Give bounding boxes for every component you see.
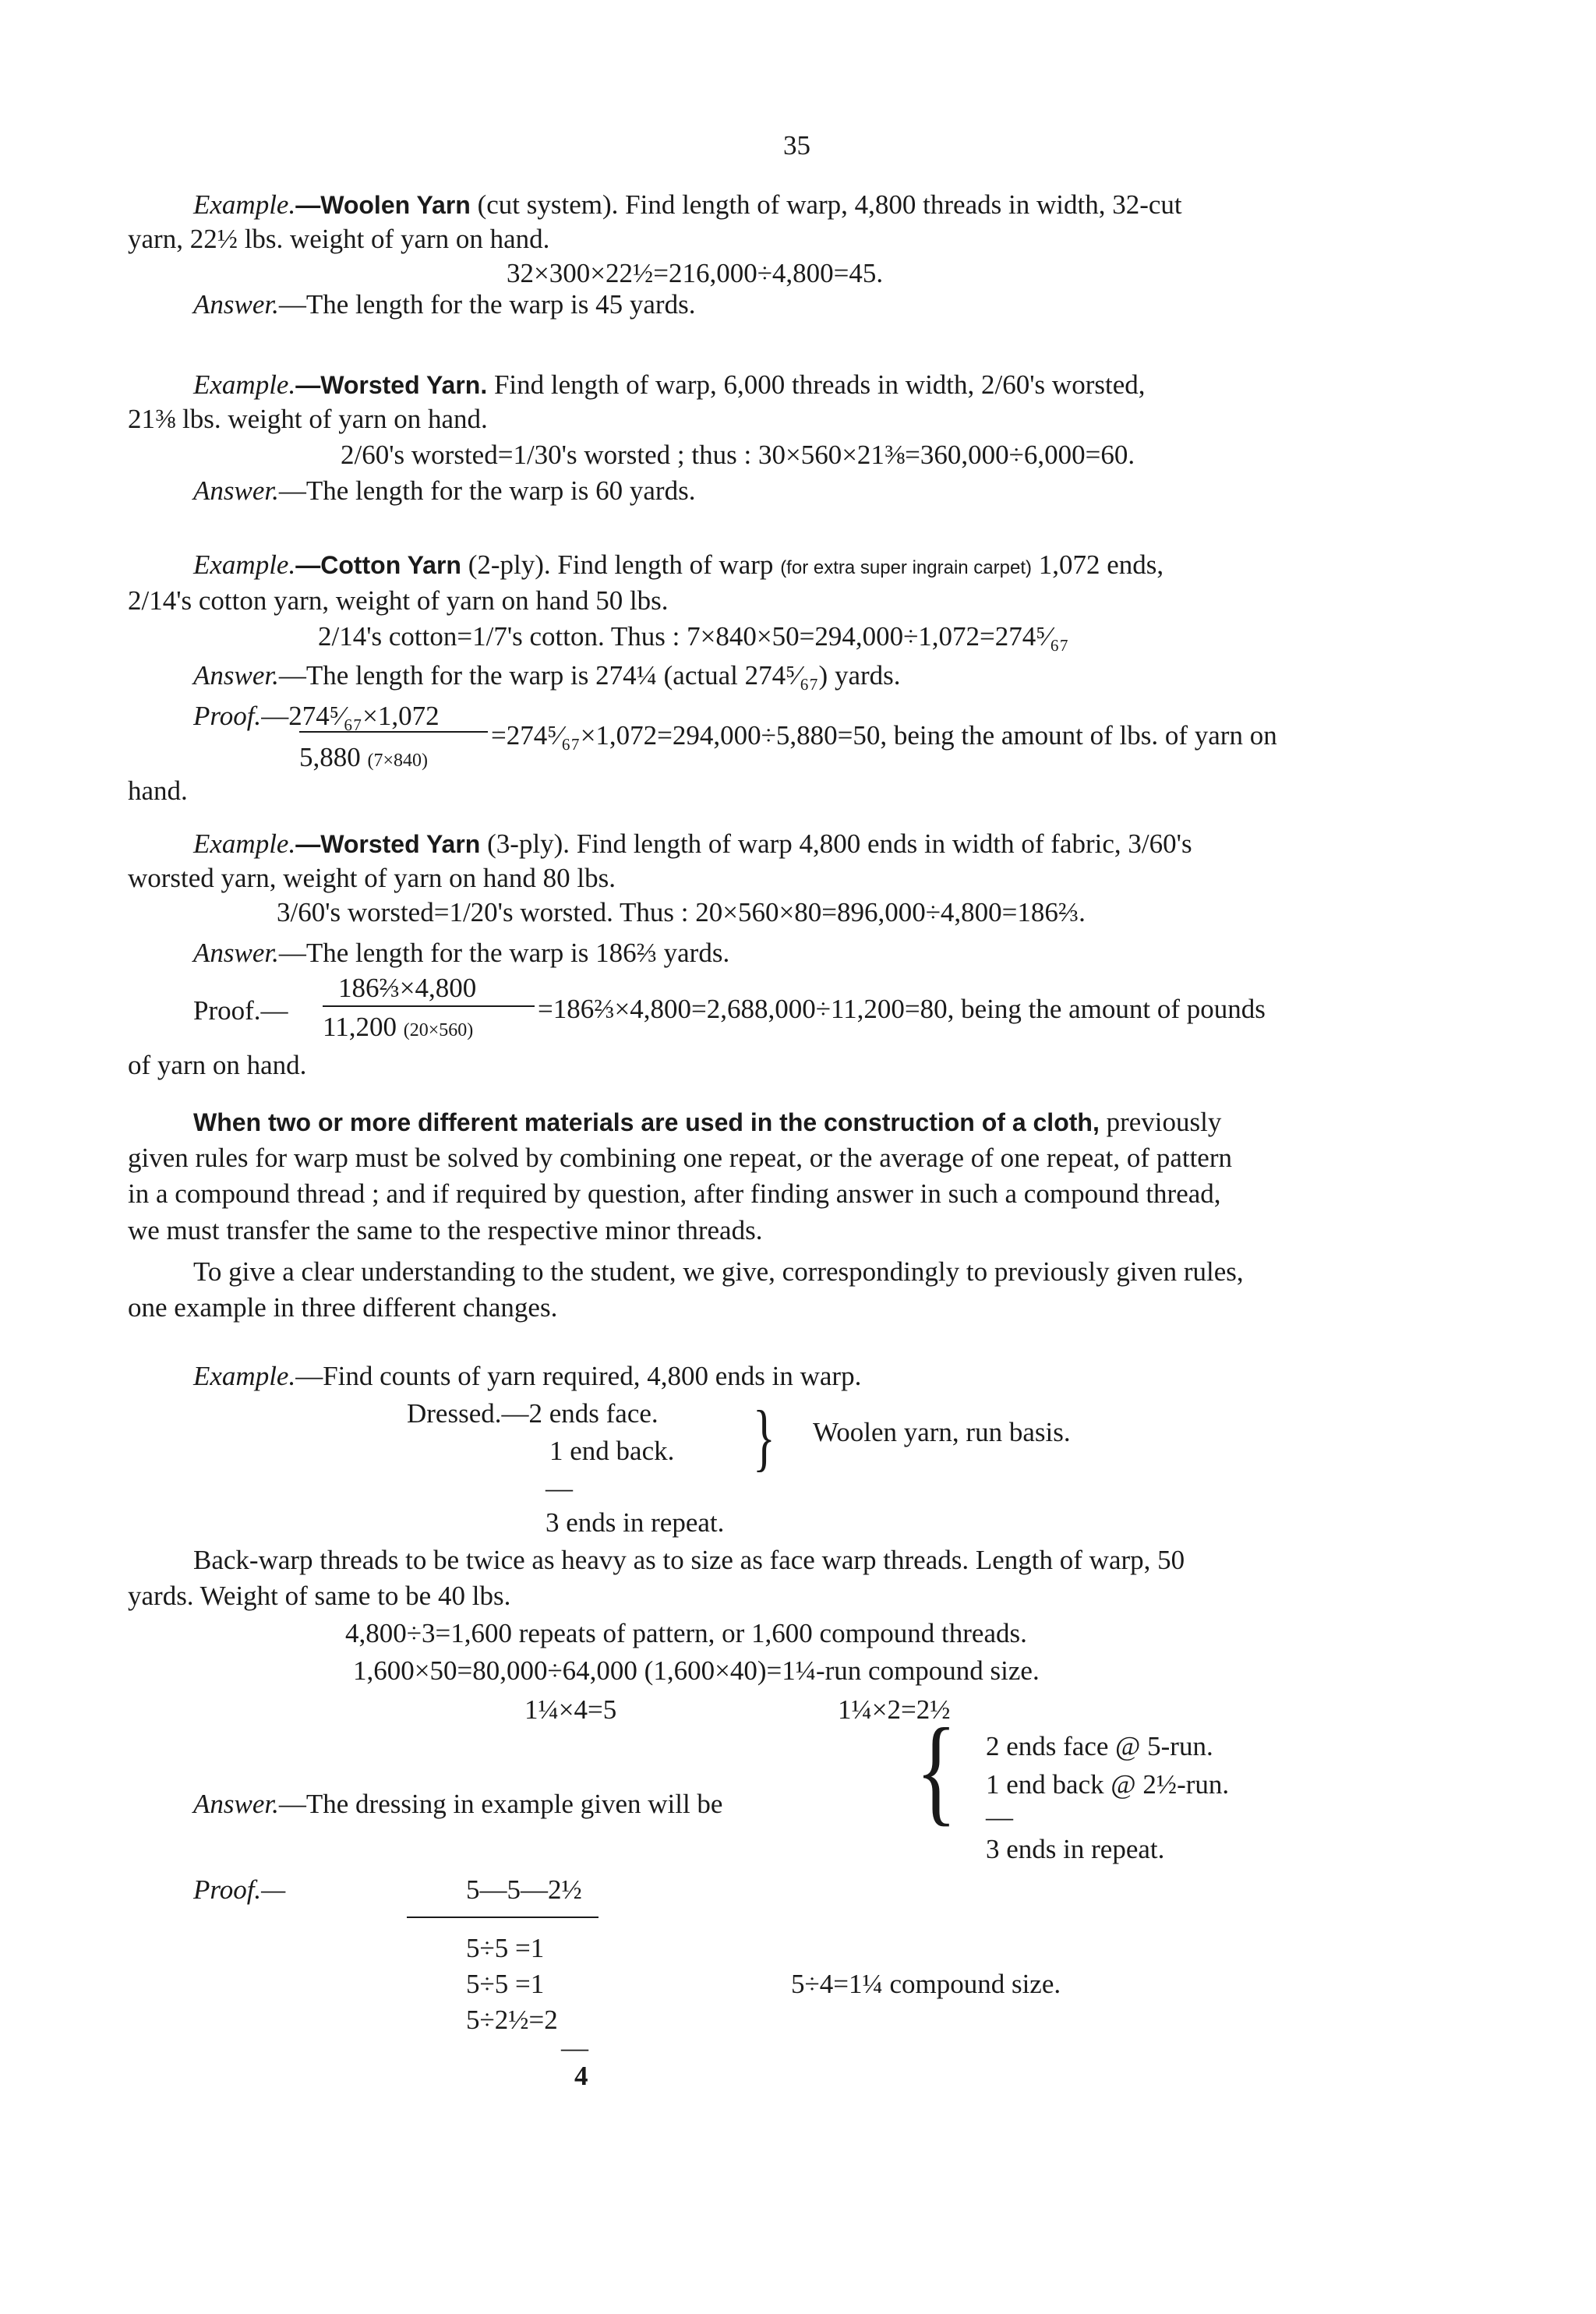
example-worsted3-line-1: Example.—Worsted Yarn (3-ply). Find length of warp 4,800 ends in width of fabric, 3/60's (193, 828, 1192, 859)
backwarp-line-2: yards. Weight of same to be 40 lbs. (128, 1581, 511, 1611)
page-number: 35 (783, 130, 810, 161)
dressed-face: Dressed.—2 ends face. (407, 1398, 659, 1429)
example-worsted3-proof-denominator: 11,200 (20×560) (323, 1012, 474, 1042)
dressed-back: 1 end back. (549, 1436, 675, 1466)
example-woolen-line-1: Example.—Woolen Yarn (cut system). Find length of warp, 4,800 threads in width, 32-cut (193, 189, 1182, 220)
example-worsted3-proof-label: Proof.— (193, 995, 288, 1026)
answer-back: 1 end back @ 2½-run. (986, 1769, 1230, 1800)
right-brace: } (753, 1396, 775, 1478)
example-worsted3-proof-numerator: 186⅔×4,800 (338, 973, 477, 1003)
example-cotton-proof-end: hand. (128, 775, 188, 806)
paragraph-1-line-3: in a compound thread ; and if required by question, after finding answer in such a compound thread, (128, 1178, 1221, 1209)
answer-face: 2 ends face @ 5-run. (986, 1731, 1213, 1761)
calc-line-3b: 1¼×2=2½ (838, 1694, 951, 1725)
fraction-bar (299, 731, 488, 733)
proof-line-4: 5÷2½=2 (466, 2005, 558, 2035)
proof-compound-size: 5÷4=1¼ compound size. (791, 1969, 1061, 1999)
example-cotton-line-1: Example.—Cotton Yarn (2-ply). Find length of warp (for extra super ingrain carpet) 1,072 ends, (193, 549, 1164, 580)
proof-line-2: 5÷5 =1 (466, 1933, 545, 1963)
dash: — (546, 1473, 573, 1503)
example-cotton-proof-rest: =274⁵⁄₆₇×1,072=294,000÷5,880=50, being the amount of lbs. of yarn on (491, 720, 1277, 751)
left-brace: { (916, 1703, 957, 1837)
proof-line-3: 5÷5 =1 (466, 1969, 545, 1999)
ends-in-repeat: 3 ends in repeat. (546, 1507, 725, 1538)
woolen-note: Woolen yarn, run basis. (813, 1417, 1071, 1447)
calc-line-1: 4,800÷3=1,600 repeats of pattern, or 1,600 compound threads. (345, 1618, 1027, 1648)
calc-line-3a: 1¼×4=5 (524, 1694, 617, 1725)
example-worsted3-proof-end: of yarn on hand. (128, 1050, 307, 1080)
example-worsted3-calc: 3/60's worsted=1/20's worsted. Thus : 20×560×80=896,000÷4,800=186⅔. (277, 897, 1086, 927)
proof-total: 4 (574, 2061, 588, 2091)
calc-line-2: 1,600×50=80,000÷64,000 (1,600×40)=1¼-run compound size. (353, 1655, 1040, 1686)
fraction-bar (323, 1005, 535, 1007)
example-worsted-calc: 2/60's worsted=1/30's worsted ; thus : 30×560×21⅜=360,000÷6,000=60. (341, 440, 1135, 470)
example-worsted3-proof-rest: =186⅔×4,800=2,688,000÷11,200=80, being the amount of pounds (538, 994, 1266, 1024)
example-label: Example. (193, 189, 296, 220)
example-title: —Woolen Yarn (295, 191, 471, 219)
proof-label: Proof.— (193, 1874, 286, 1905)
example-counts-answer: Answer.—The dressing in example given will be (193, 1789, 723, 1819)
proof-dash: — (561, 2033, 588, 2063)
paragraph-1-line-2: given rules for warp must be solved by combining one repeat, or the average of one repeat, of pattern (128, 1143, 1232, 1173)
example-woolen-answer: Answer.—The length for the warp is 45 yards. (193, 289, 696, 320)
paragraph-1-line-1: When two or more different materials are used in the construction of a cloth, previously (193, 1107, 1222, 1137)
answer-dash: — (986, 1802, 1013, 1832)
answer-repeat: 3 ends in repeat. (986, 1834, 1165, 1864)
example-cotton-line-2: 2/14's cotton yarn, weight of yarn on hand 50 lbs. (128, 585, 669, 616)
example-worsted3-line-2: worsted yarn, weight of yarn on hand 80 lbs. (128, 863, 616, 893)
proof-line-1: 5—5—2½ (466, 1874, 582, 1905)
example-worsted-line-2: 21⅜ lbs. weight of yarn on hand. (128, 404, 488, 434)
example-cotton-proof-numerator: Proof.—274⁵⁄₆₇×1,072 (193, 701, 440, 731)
example-counts-line-1: Example.—Find counts of yarn required, 4,800 ends in warp. (193, 1361, 862, 1391)
proof-rule (407, 1917, 598, 1918)
example-woolen-calc: 32×300×22½=216,000÷4,800=45. (507, 258, 884, 288)
paragraph-2-line-2: one example in three different changes. (128, 1292, 558, 1323)
backwarp-line-1: Back-warp threads to be twice as heavy as to size as face warp threads. Length of warp, 50 (193, 1545, 1185, 1575)
example-cotton-calc: 2/14's cotton=1/7's cotton. Thus : 7×840×50=294,000÷1,072=274⁵⁄₆₇ (318, 621, 1069, 652)
paragraph-2-line-1: To give a clear understanding to the student, we give, correspondingly to previously given rules, (193, 1256, 1244, 1287)
example-cotton-answer: Answer.—The length for the warp is 274¼ (actual 274⁵⁄₆₇) yards. (193, 660, 901, 691)
example-cotton-proof-denominator: 5,880 (7×840) (299, 742, 429, 772)
example-worsted-line-1: Example.—Worsted Yarn. Find length of warp, 6,000 threads in width, 2/60's worsted, (193, 369, 1146, 400)
example-worsted-answer: Answer.—The length for the warp is 60 yards. (193, 475, 696, 506)
paragraph-1-line-4: we must transfer the same to the respective minor threads. (128, 1215, 763, 1245)
example-worsted3-answer: Answer.—The length for the warp is 186⅔ yards. (193, 938, 730, 968)
example-woolen-line-2: yarn, 22½ lbs. weight of yarn on hand. (128, 224, 550, 254)
